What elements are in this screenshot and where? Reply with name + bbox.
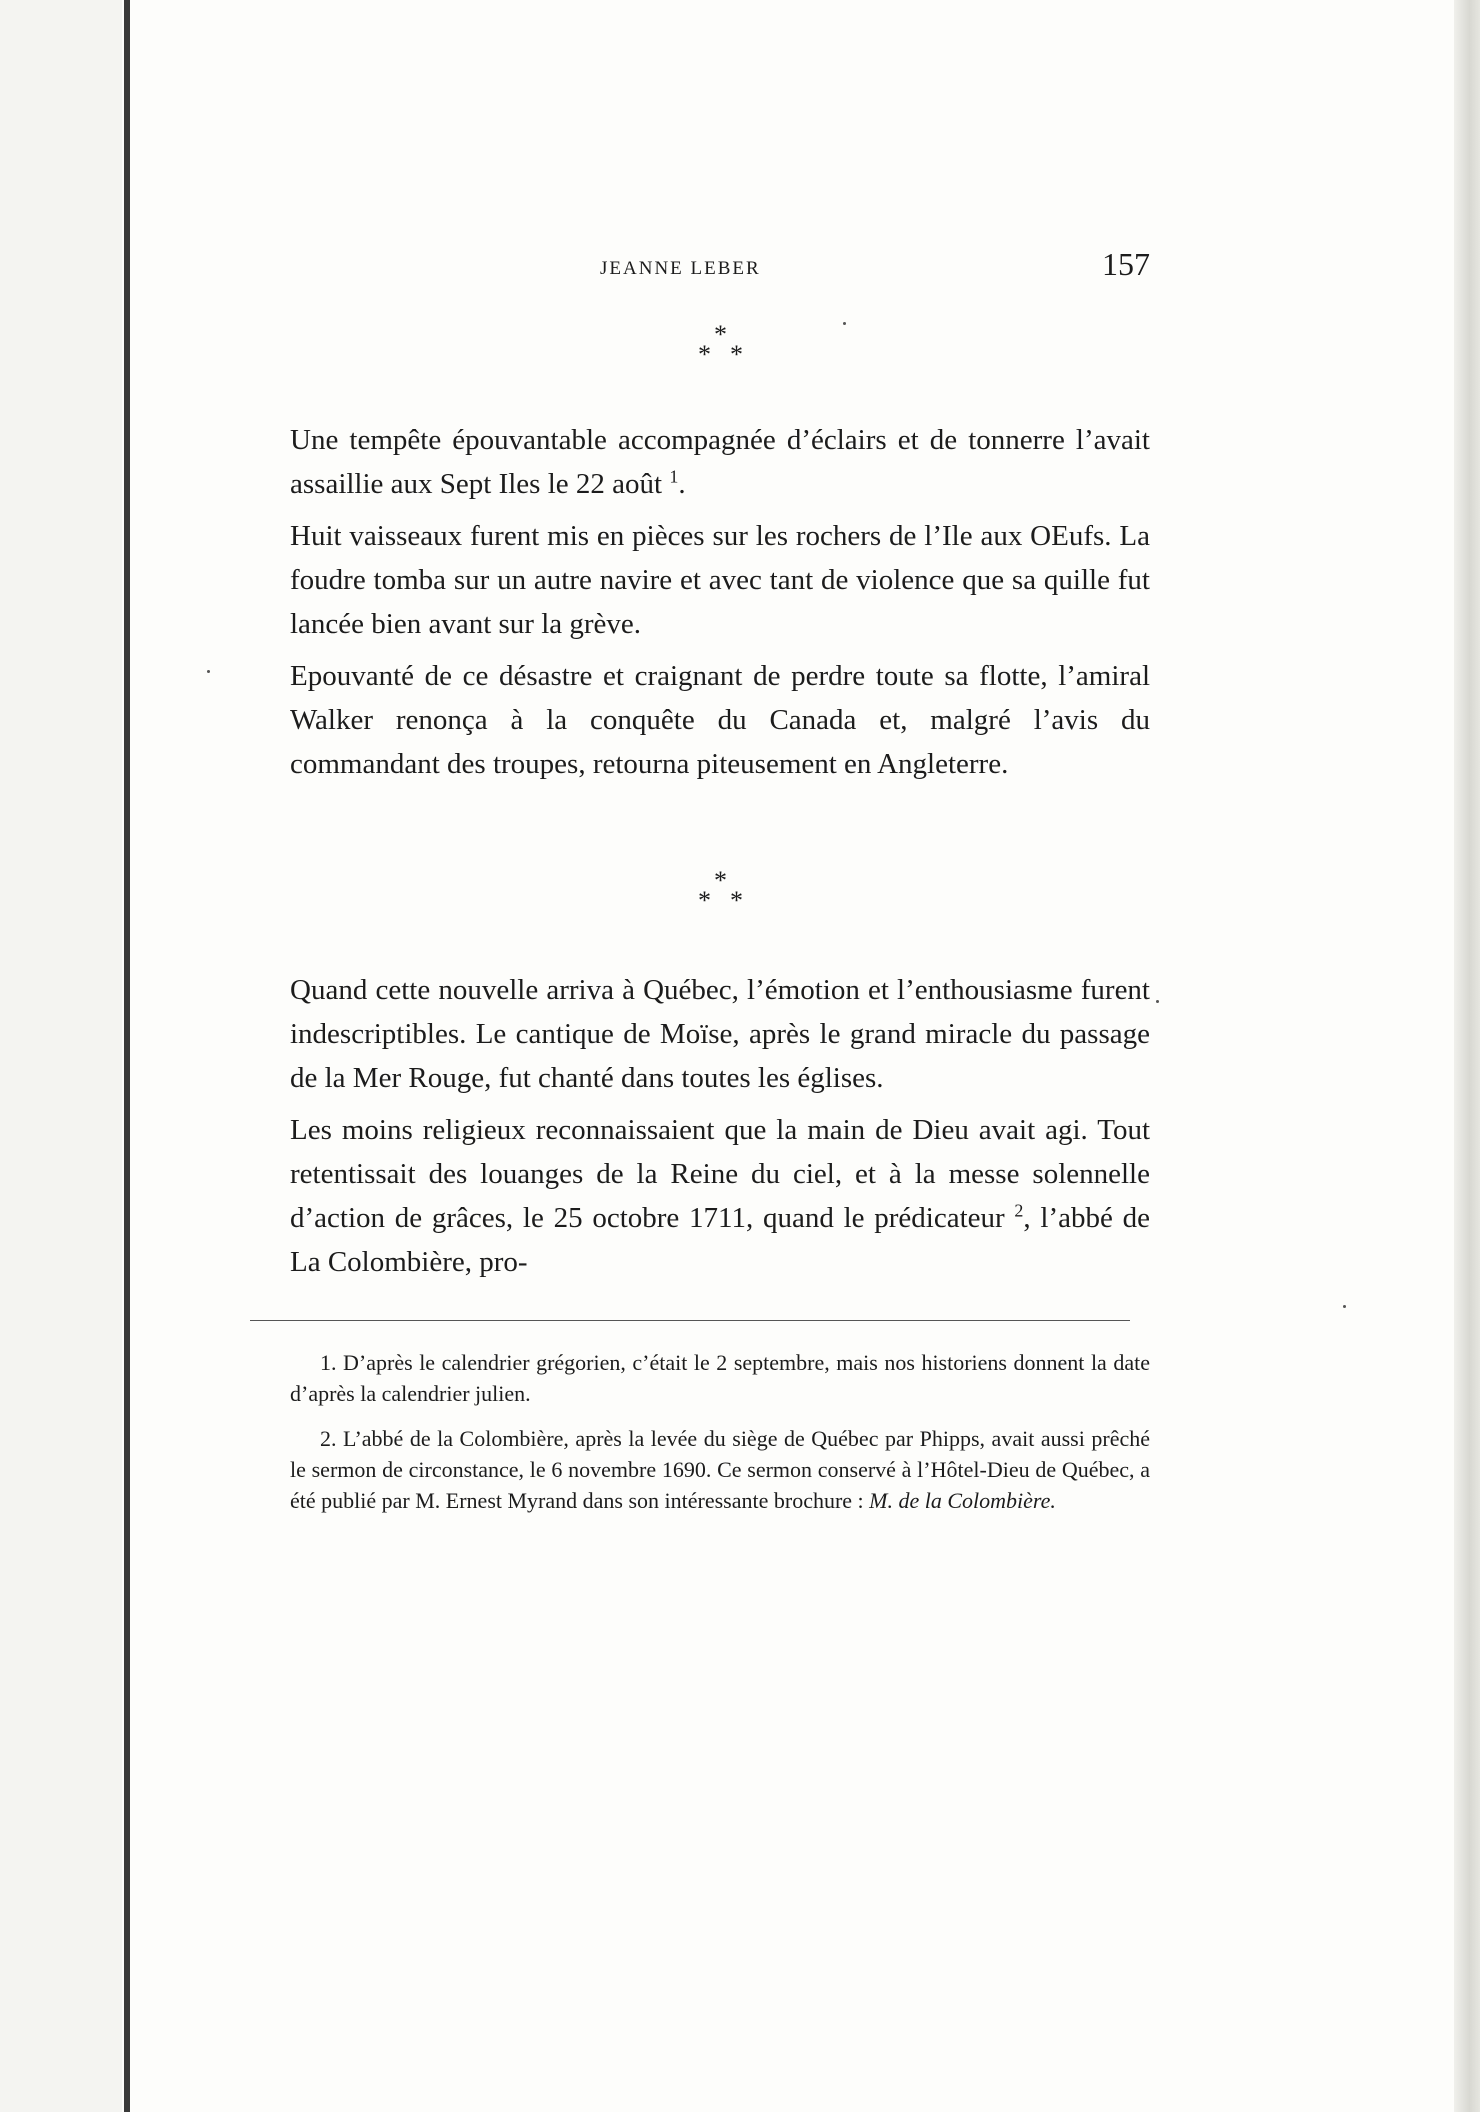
paragraph: Huit vaisseaux furent mis en pièces sur les rochers de l’Ile aux OEufs. La foudre tomba sur un autre navire et avec tant de violence que sa quille fut lancée bien avant sur la grève.: [290, 520, 1150, 640]
scan-speck: [1156, 1000, 1159, 1003]
footnotes: [290, 1347, 1150, 1516]
asterisk: *: [714, 320, 727, 349]
scan-speck: [1343, 1305, 1346, 1308]
footnote-reference: 1: [669, 466, 679, 487]
scan-speck: [207, 670, 210, 673]
running-head: [290, 240, 1150, 300]
paragraph: [290, 1108, 1150, 1284]
asterisk: *: [730, 886, 743, 915]
page-right-edge: [1454, 0, 1480, 2112]
section-break-asterism: [690, 868, 750, 916]
paragraph: [290, 418, 1150, 506]
footnote-cited-title: M. de la Colombière.: [869, 1488, 1056, 1513]
book-binding-edge: [124, 0, 130, 2112]
footnote-text: 2. L’abbé de la Colombière, après la levée du siège de Québec par Phipps, avait aussi prêché le sermon de circonstance, le 6 novembre 1690. Ce sermon conservé à l’Hôtel-Dieu de Québec, a été publié par M. Ernest Myrand dans son intéressante brochure :: [290, 1426, 1150, 1513]
paragraph: Epouvanté de ce désastre et craignant de perdre toute sa flotte, l’amiral Walker renonça à la conquête du Canada et, malgré l’avis du commandant des troupes, retourna piteusement en Angleterre.: [290, 660, 1150, 780]
book-page: [290, 240, 1150, 1516]
section-break-asterism: [690, 322, 750, 370]
paragraph-text: Une tempête épouvantable accompagnée d’éclairs et de tonnerre l’avait assaillie aux Sept Iles le 22 août: [290, 424, 1150, 500]
asterisk: *: [698, 886, 711, 915]
left-page-margin: [0, 0, 122, 2112]
paragraph: Quand cette nouvelle arriva à Québec, l’émotion et l’enthousiasme furent indescriptibles. Le cantique de Moïse, après le grand miracle du passage de la Mer Rouge, fut chanté dans toutes les églises.: [290, 974, 1150, 1094]
asterisk: *: [698, 340, 711, 369]
paragraph-text: , l’abbé de La Colombière, pro-: [290, 1202, 1150, 1278]
asterisk: *: [714, 866, 727, 895]
paragraph-text: .: [678, 468, 686, 500]
footnote-2: [290, 1423, 1150, 1516]
asterisk: *: [730, 340, 743, 369]
footnote-separator: [250, 1320, 1130, 1321]
section-1-text: [290, 418, 1150, 786]
paragraph-text: Les moins religieux reconnaissaient que la main de Dieu avait agi. Tout retentissait des louanges de la Reine du ciel, et à la messe solennelle d’action de grâces, le 25 octobre 1711, quand le prédicateur: [290, 1114, 1150, 1234]
footnote-1: 1. D’après le calendrier grégorien, c’était le 2 septembre, mais nos historiens donnent la date d’après la calendrier julien.: [290, 1350, 1150, 1406]
page-number: 157: [1102, 246, 1150, 282]
footnote-reference: 2: [1014, 1200, 1024, 1221]
section-2-text: [290, 968, 1150, 1284]
running-title: JEANNE LEBER: [600, 258, 761, 279]
